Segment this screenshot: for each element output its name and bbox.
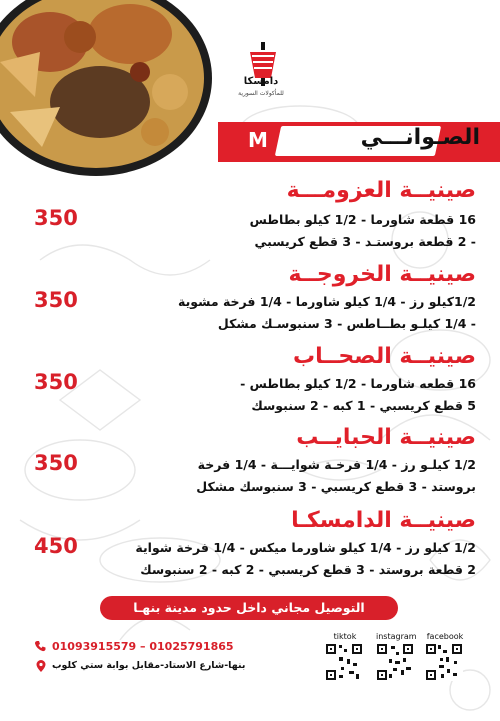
section-banner (218, 122, 500, 162)
item-line: 1/2 كيلـو رز - 1/4 فرخـة شوايـــة - 1/4 فرخة (197, 457, 476, 472)
phone-icon (34, 640, 47, 653)
item-line: 2 قطعة بروستد - 3 قطع كريسبي - 2 كبه - 2 سنبوسك (140, 562, 476, 577)
qr-label: tiktok (333, 632, 357, 641)
qr-code-icon (376, 643, 414, 681)
item-title: صينيــة العزومـــة (286, 178, 476, 203)
qr-code-icon (425, 643, 463, 681)
item-price: 350 (34, 206, 78, 230)
delivery-text: التوصيل مجاني داخل حدود مدينة بنهـا (133, 600, 365, 615)
item-line: 5 قطع كريسبي - 1 كبه - 2 سنبوسك (251, 398, 476, 413)
brand-name: دامسكا (243, 76, 279, 87)
size-label: M (248, 128, 268, 152)
item-title: صينيــة الخروجــة (288, 262, 476, 287)
qr-label: facebook (426, 632, 464, 641)
food-platter-image (0, 0, 212, 182)
brand-tagline: للمأكولات السورية (238, 90, 284, 97)
shawarma-logo-icon (228, 40, 298, 110)
qr-label: instagram (376, 632, 417, 641)
item-title: صينيــة الحبايــب (296, 425, 476, 450)
item-line: - 1/4 كيلـو بطــاطس - 3 سنبوسـك مشكل (217, 316, 476, 331)
address-text: بنها-شارع الاستاد-مقابل بوابة ستي كلوب (52, 660, 246, 671)
item-title: صينيــة الصحــاب (293, 344, 476, 369)
instagram-qr[interactable] (376, 632, 416, 685)
facebook-qr[interactable] (425, 632, 465, 685)
item-price: 350 (34, 451, 78, 475)
item-line: 1/2 كيلو رز - 1/4 كيلو شاورما ميكس - 1/4 فرخة شواية (135, 540, 476, 555)
item-price: 450 (34, 534, 78, 558)
item-line: 1/2كيلو رز - 1/4 كيلو شاورما - 1/4 فرخة مشوية (178, 294, 476, 309)
item-price: 350 (34, 288, 78, 312)
item-title: صينيــة الدامسكـا (291, 508, 476, 533)
location-pin-icon (35, 659, 47, 673)
qr-code-icon (325, 643, 363, 681)
item-line: - 2 قطعة بروستـد - 3 قطع كريسبي (254, 234, 476, 249)
item-line: بروستد - 3 قطع كريسبي - 3 سنبوسك مشكل (196, 479, 476, 494)
tiktok-qr[interactable] (325, 632, 365, 685)
phone-numbers[interactable]: 01093915579 – 01025791865 (52, 640, 234, 653)
item-price: 350 (34, 370, 78, 394)
delivery-badge (100, 596, 398, 620)
item-line: 16 قطعة شاورما - 1/2 كيلو بطاطس (249, 212, 476, 227)
section-title: الصـوانـــي (360, 125, 480, 150)
item-line: 16 قطعه شاورما - 1/2 كيلو بطاطس - (240, 376, 476, 391)
